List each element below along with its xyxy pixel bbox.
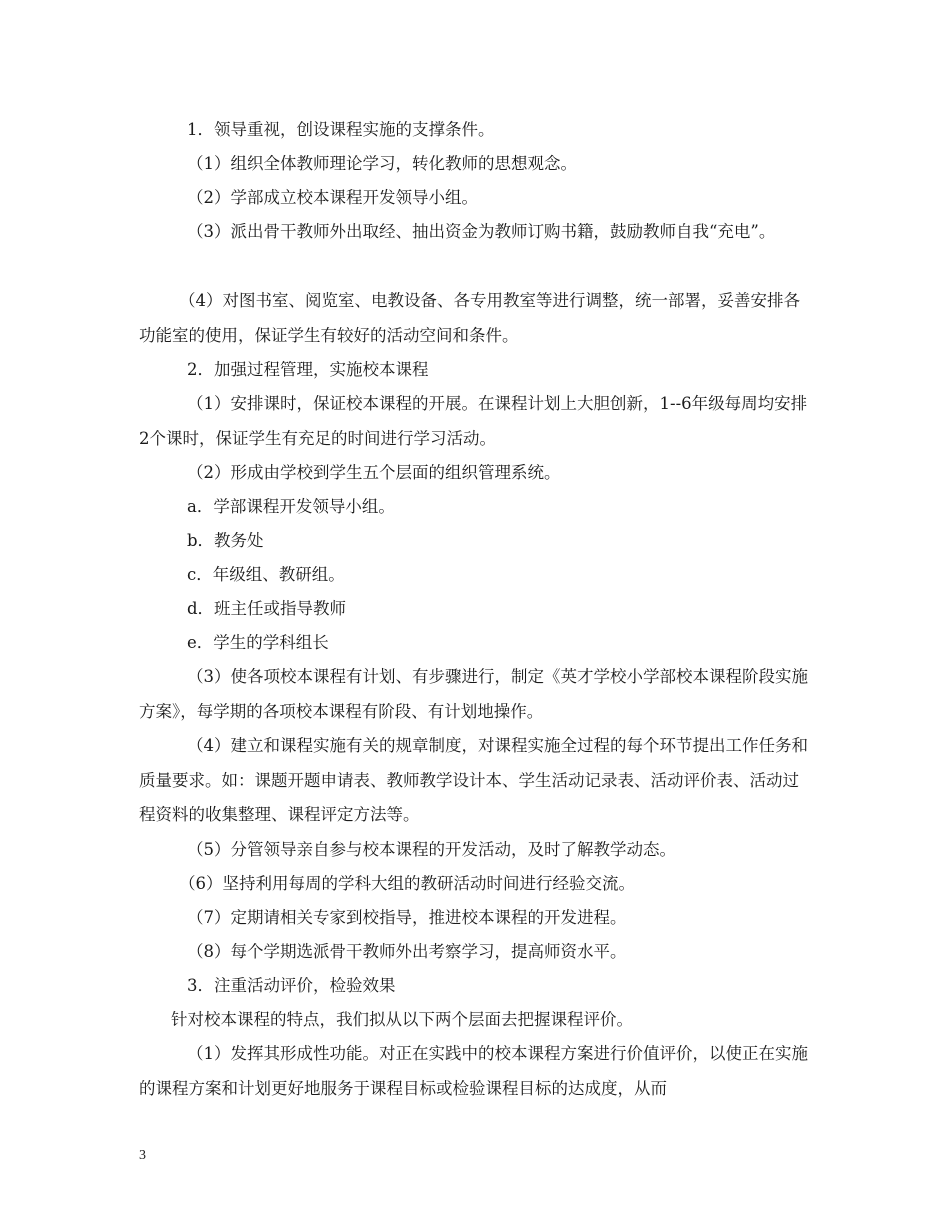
list-item: a．学部课程开发领导小组。 [187, 497, 395, 516]
paragraph: （2）学部成立校本课程开发领导小组。 [187, 188, 478, 207]
paragraph: （7）定期请相关专家到校指导，推进校本课程的开发进程。 [187, 908, 627, 927]
paragraph: （3）派出骨干教师外出取经、抽出资金为教师订购书籍，鼓励教师自我“充电”。 [187, 222, 776, 241]
paragraph: （4）建立和课程实施有关的规章制度，对课程实施全过程的每个环节提出工作任务和质量要求。如：课题开题申请表、教师教学设计本、学生活动记录表、活动评价表、活动过程资料的收集整理、课程评定方法等。 [139, 736, 808, 824]
paragraph: 针对校本课程的特点，我们拟从以下两个层面去把握课程评价。 [171, 1010, 633, 1029]
list-item: c．年级组、教研组。 [187, 565, 345, 584]
list-item: b．教务处 [187, 531, 264, 550]
list-item: e．学生的学科组长 [187, 633, 329, 652]
paragraph: （8）每个学期选派骨干教师外出考察学习，提高师资水平。 [187, 942, 627, 961]
paragraph: （5）分管领导亲自参与校本课程的开发活动，及时了解教学动态。 [187, 840, 676, 859]
heading-1: 1．领导重视，创设课程实施的支撑条件。 [187, 120, 495, 139]
paragraph: （3）使各项校本课程有计划、有步骤进行，制定《英才学校小学部校本课程阶段实施方案》，每学期的各项校本课程有阶段、有计划地操作。 [139, 667, 808, 721]
list-item: d．班主任或指导教师 [187, 599, 347, 618]
paragraph: （6）坚持利用每周的学科大组的教研活动时间进行经验交流。 [179, 874, 635, 893]
page-number: 3 [139, 1148, 146, 1163]
paragraph: （2）形成由学校到学生五个层面的组织管理系统。 [187, 463, 561, 482]
paragraph: （4）对图书室、阅览室、电教设备、各专用教室等进行调整，统一部署，妥善安排各功能室的使用，保证学生有较好的活动空间和条件。 [139, 291, 800, 345]
heading-2: 2．加强过程管理，实施校本课程 [187, 360, 429, 379]
paragraph: （1）发挥其形成性功能。对正在实践中的校本课程方案进行价值评价，以使正在实施的课程方案和计划更好地服务于课程目标或检验课程目标的达成度，从而 [139, 1044, 808, 1098]
paragraph: （1）安排课时，保证校本课程的开展。在课程计划上大胆创新，1--6年级每周均安排2个课时，保证学生有充足的时间进行学习活动。 [139, 394, 808, 448]
heading-3: 3．注重活动评价，检验效果 [187, 976, 396, 995]
paragraph: （1）组织全体教师理论学习，转化教师的思想观念。 [187, 154, 577, 173]
